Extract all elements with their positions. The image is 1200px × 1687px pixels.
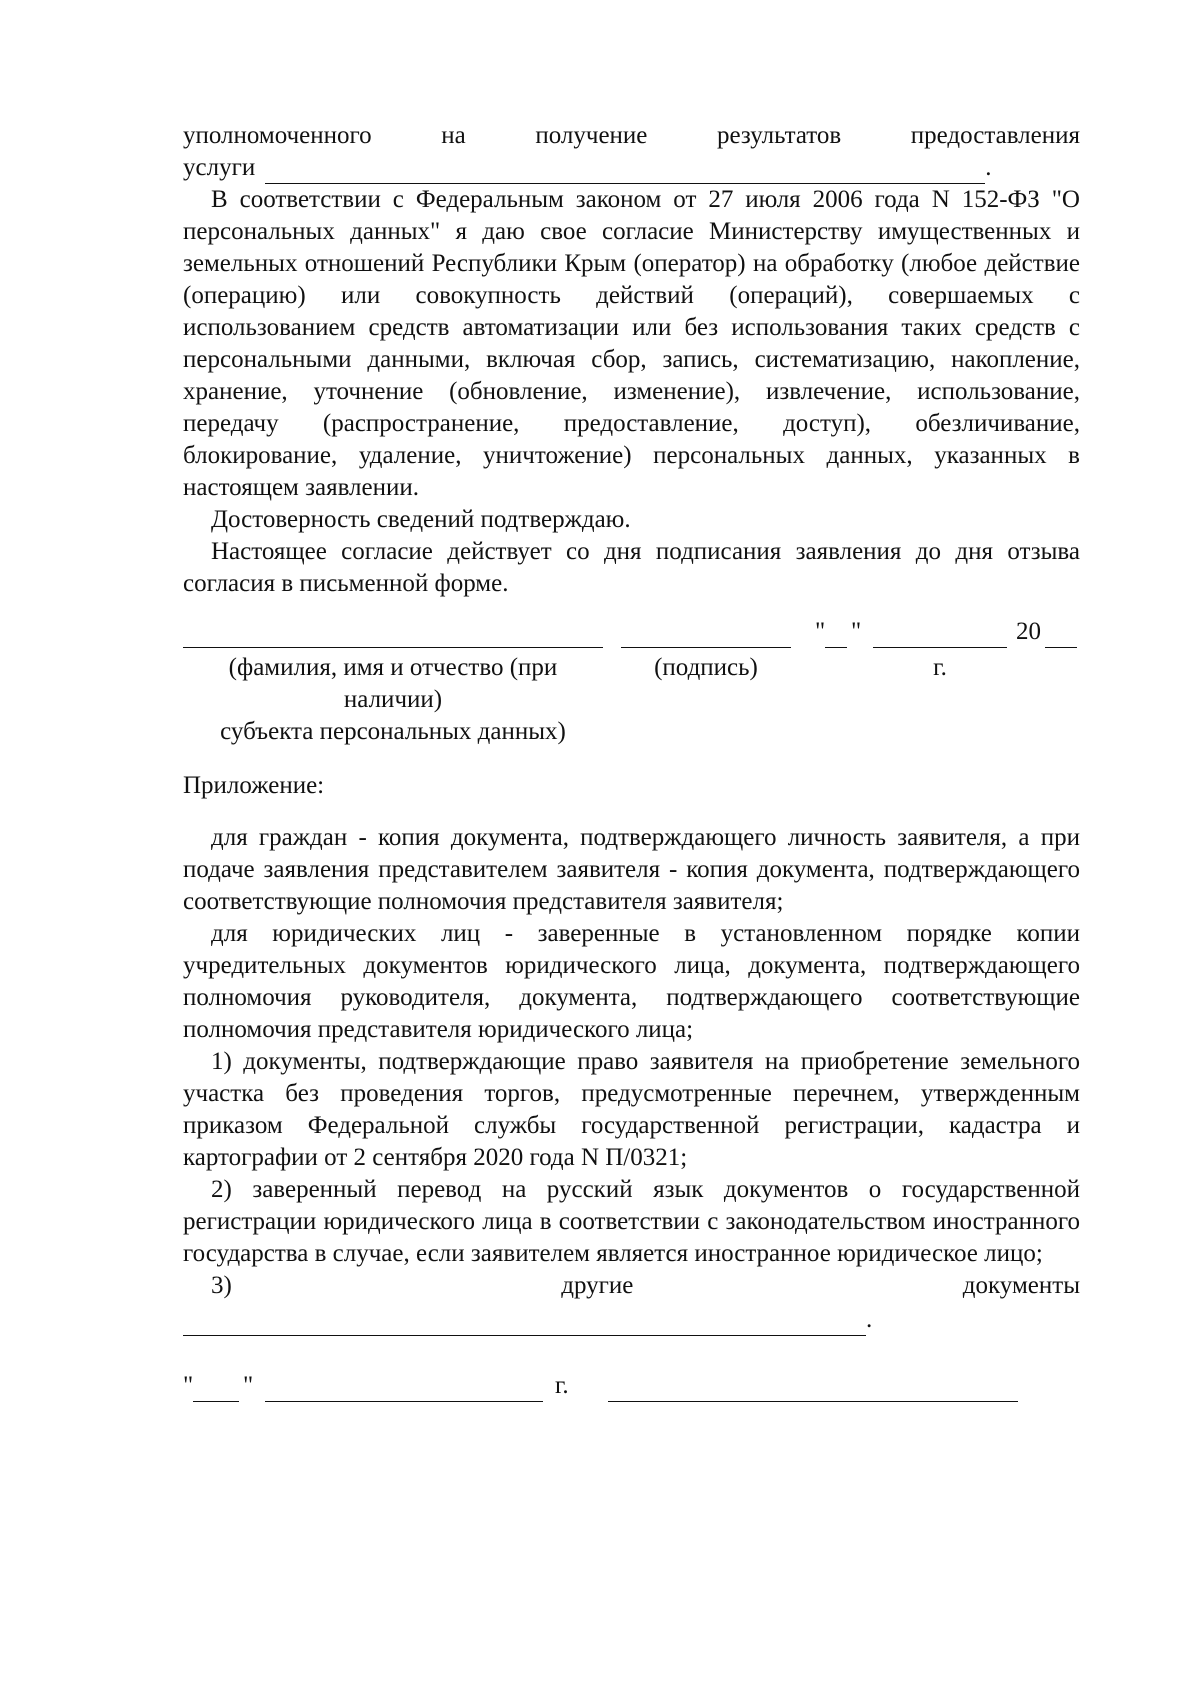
year-prefix: 20 [1016, 618, 1041, 645]
document-body [183, 120, 1080, 1408]
signature-blank-line[interactable] [621, 619, 791, 648]
consent-paragraph-2: Достоверность сведений подтверждаю. [211, 506, 631, 533]
label-year: г. [933, 654, 947, 681]
month-blank-line[interactable] [873, 619, 1007, 648]
signature-labels [183, 652, 1080, 748]
service-blank-line[interactable] [265, 155, 985, 184]
footer-signature-blank-line[interactable] [608, 1373, 1018, 1402]
appendix-item-3-end: документы [962, 1272, 1080, 1299]
label-signature: (подпись) [654, 654, 758, 681]
appendix-paragraph-citizens: для граждан - копия документа, подтверждающего личность заявителя, а при подаче заявления представителем заявителя - копия документа, подтверждающего соответствующие полномочия представителя заявителя; [183, 824, 1080, 915]
label-full-name: (фамилия, имя и отчество (при наличии) [228, 654, 558, 713]
consent-paragraph-1: В соответствии с Федеральным законом от 27 июля 2006 года N 152-ФЗ "О персональных данных" я даю свое согласие Министерству имущественных и земельных отношений Республики Крым (оператор) на обработку (любое действие (операцию) или совокупность действий (операций), совершаемых с использованием средств автоматизации или без использования таких средств с персональными данными, включая сбор, запись, систематизацию, накопление, хранение, уточнение (обновление, изменение), извлечение, использование, передачу (распространение, предоставление, доступ), обезличивание, блокирование, удаление, уничтожение) персональных данных, указанных в настоящем заявлении. [183, 186, 1080, 501]
appendix-item-1: 1) документы, подтверждающие право заявителя на приобретение земельного участка без проведения торгов, предусмотренные перечнем, утвержденным приказом Федеральной службы государственной регистрации, кадастра и картографии от 2 сентября 2020 года N П/0321; [183, 1048, 1080, 1171]
appendix-item-3-suffix: . [866, 1306, 873, 1333]
top-line-2 [183, 152, 1080, 184]
appendix-item-3-line [183, 1304, 1080, 1336]
footer-quote-close: " [243, 1372, 254, 1399]
appendix-item-2: 2) заверенный перевод на русский язык документов о государственной регистрации юридического лица в соответствии с законодательством иностранного государства в случае, если заявителем является иностранное юридическое лицо; [183, 1176, 1080, 1267]
appendix-title: Приложение: [183, 772, 325, 799]
footer-year-label: г. [555, 1372, 569, 1399]
day-blank-line[interactable] [825, 619, 847, 648]
footer-month-blank-line[interactable] [265, 1373, 543, 1402]
footer-day-blank-line[interactable] [193, 1373, 239, 1402]
other-documents-blank-line[interactable] [183, 1307, 866, 1336]
label-subject: субъекта персональных данных) [220, 718, 566, 745]
top-line-2-suffix: . [985, 154, 992, 181]
consent-paragraph-3: Настоящее согласие действует со дня подписания заявления до дня отзыва согласия в письменной форме. [183, 538, 1080, 597]
name-blank-line[interactable] [183, 619, 603, 648]
date-quote-close: " [851, 618, 862, 645]
top-line-1: уполномоченного на получение результатов предоставления [183, 122, 1080, 149]
appendix-item-3-mid: другие [561, 1272, 634, 1299]
top-line-2-prefix: услуги [183, 154, 256, 181]
footer-quote-open: " [183, 1372, 194, 1399]
appendix-paragraph-legal-entities: для юридических лиц - заверенные в установленном порядке копии учредительных документов юридического лица, документа, подтверждающего полномочия руководителя, документа, подтверждающего соответствующие полномочия представителя юридического лица; [183, 920, 1080, 1043]
appendix-item-3 [183, 1270, 1080, 1302]
appendix-item-3-num: 3) [211, 1272, 232, 1299]
footer-date-row [183, 1348, 1080, 1408]
year-blank-line[interactable] [1045, 619, 1077, 648]
signature-row [183, 616, 1080, 652]
date-quote-open: " [815, 618, 826, 645]
